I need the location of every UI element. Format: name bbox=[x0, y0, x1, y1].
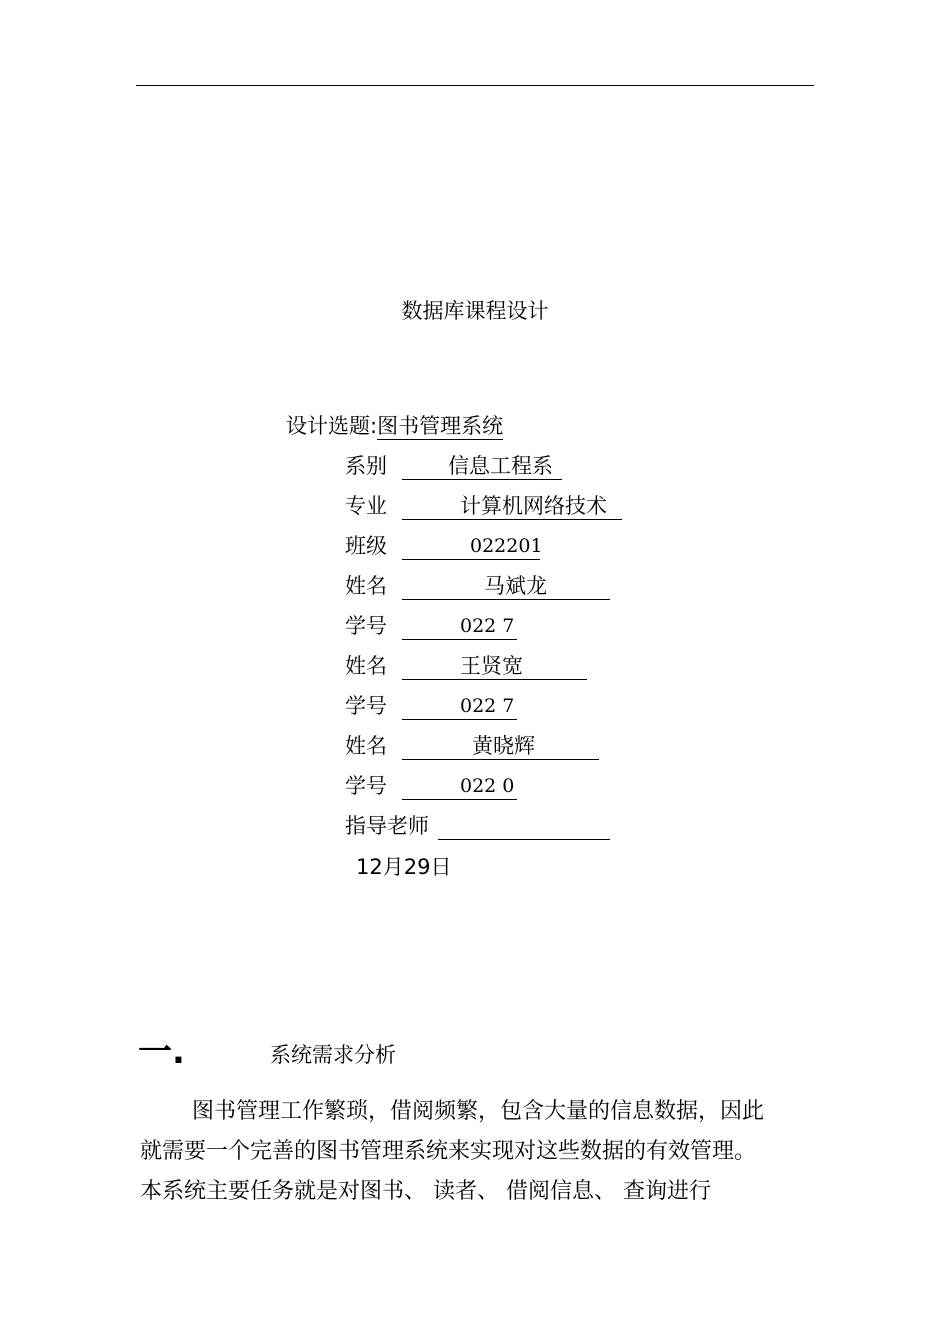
section-title: 系统需求分析 bbox=[270, 1043, 396, 1067]
field-label: 姓名 bbox=[345, 734, 387, 758]
field-student-id-1 bbox=[345, 611, 525, 641]
field-advisor bbox=[345, 811, 615, 841]
field-name-3 bbox=[345, 731, 605, 761]
field-value: 022201 bbox=[470, 535, 543, 557]
field-student-id-2 bbox=[345, 691, 525, 721]
field-value: 黄晓辉 bbox=[472, 734, 535, 758]
paragraph-line: 本系统主要任务就是对图书、 读者、 借阅信息、 查询进行 bbox=[140, 1179, 711, 1204]
field-label: 学号 bbox=[345, 614, 387, 638]
field-value: 022 0 bbox=[460, 775, 515, 797]
topic-value: 图书管理系统 bbox=[377, 414, 504, 438]
field-major bbox=[345, 491, 625, 521]
document-date: 12月29日 bbox=[356, 855, 452, 879]
field-underline bbox=[438, 811, 610, 840]
topic-label: 设计选题: bbox=[286, 414, 378, 438]
field-label: 学号 bbox=[345, 774, 387, 798]
paragraph-line: 图书管理工作繁琐，借阅频繁，包含大量的信息数据，因此 bbox=[192, 1099, 765, 1124]
header-rule bbox=[136, 85, 814, 86]
section-number: 一. bbox=[138, 1032, 185, 1072]
document-title: 数据库课程设计 bbox=[401, 299, 549, 323]
field-name-1 bbox=[345, 571, 615, 601]
field-value: 马斌龙 bbox=[484, 574, 547, 598]
field-name-2 bbox=[345, 651, 595, 681]
paragraph-line: 就需要一个完善的图书管理系统来实现对这些数据的有效管理。 bbox=[140, 1139, 757, 1164]
field-class bbox=[345, 531, 545, 561]
field-label: 姓名 bbox=[345, 574, 387, 598]
field-value: 信息工程系 bbox=[448, 454, 553, 478]
field-student-id-3 bbox=[345, 771, 525, 801]
field-value: 王贤宽 bbox=[460, 654, 523, 678]
field-value: 计算机网络技术 bbox=[460, 494, 607, 518]
field-label: 学号 bbox=[345, 694, 387, 718]
field-label: 指导老师 bbox=[345, 814, 429, 838]
field-value: 022 7 bbox=[460, 615, 515, 637]
section-paragraph bbox=[140, 1092, 810, 1212]
field-label: 班级 bbox=[345, 534, 387, 558]
field-label: 专业 bbox=[345, 494, 387, 518]
field-label: 姓名 bbox=[345, 654, 387, 678]
field-value: 022 7 bbox=[460, 695, 515, 717]
field-department bbox=[345, 451, 575, 481]
field-label: 系别 bbox=[345, 454, 387, 478]
topic-row bbox=[286, 411, 503, 441]
